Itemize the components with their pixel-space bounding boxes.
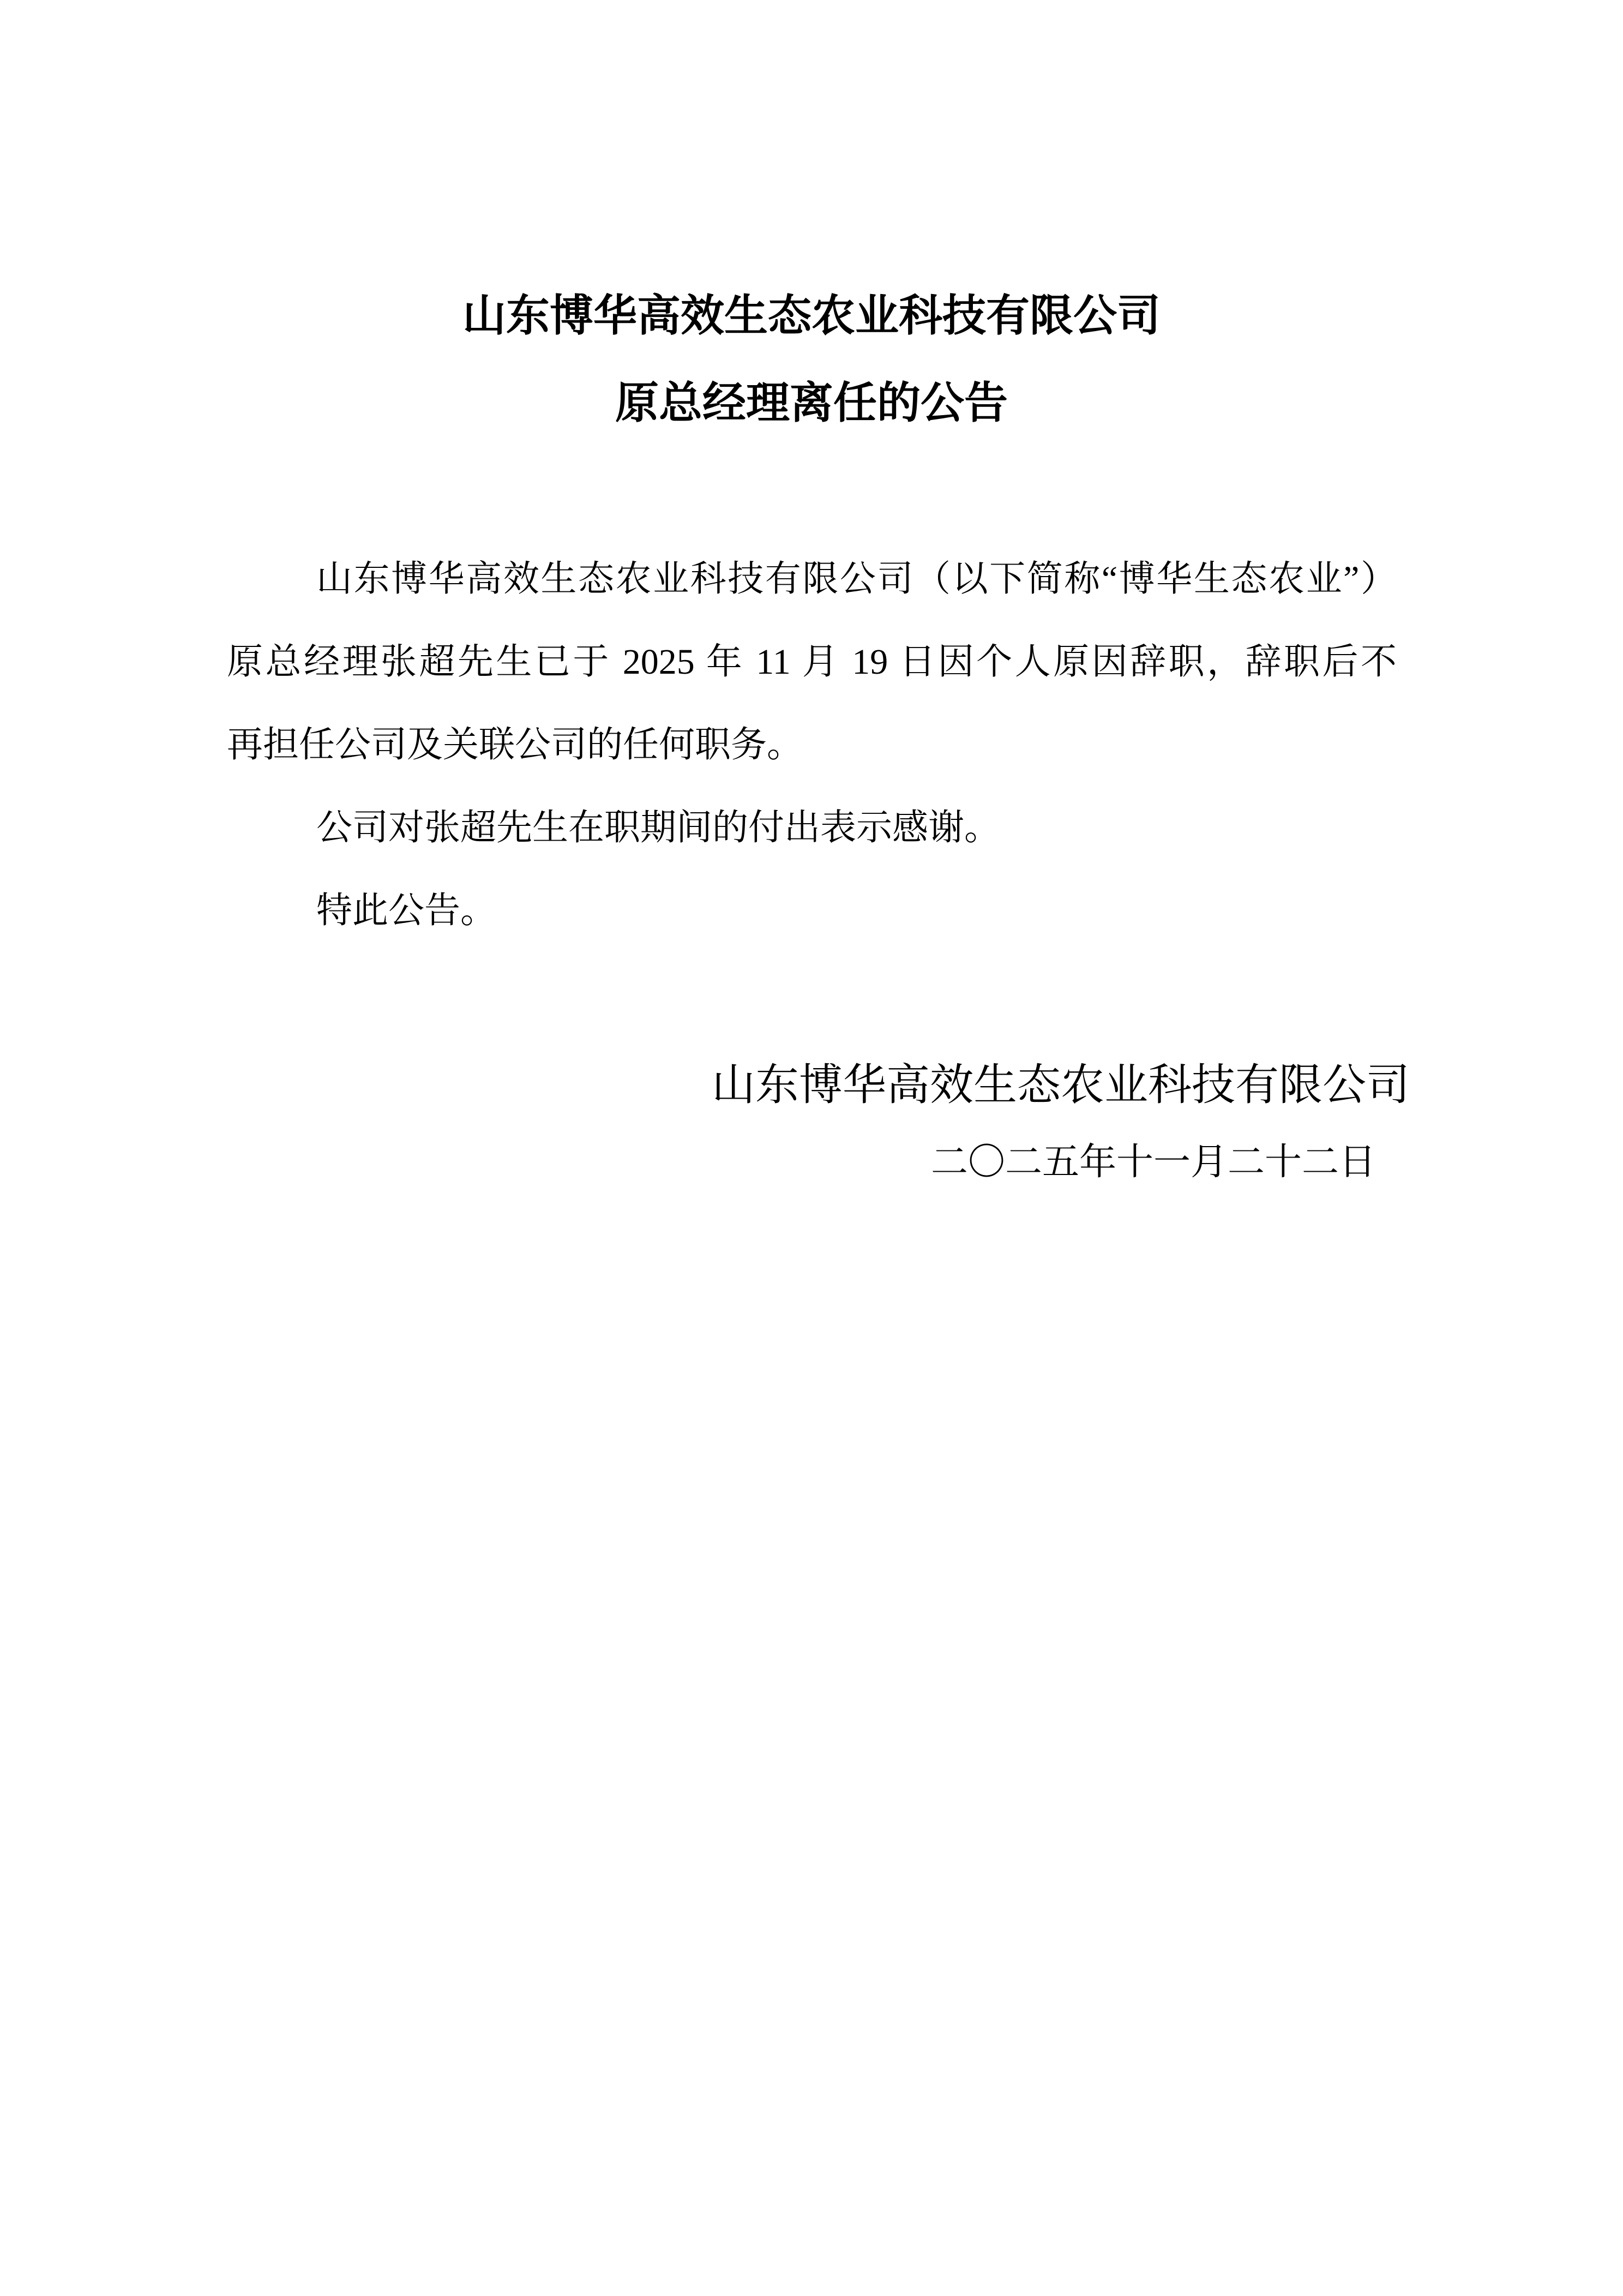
signature-date: 二〇二五年十一月二十二日 (930, 1141, 1376, 1183)
body-paragraph-3-line-1: 特此公告。 (316, 891, 496, 931)
signature-block (0, 1047, 1623, 1200)
signature-company-name: 山东博华高效生态农业科技有限公司 (712, 1062, 1410, 1110)
announcement-body (0, 538, 1623, 952)
title-announcement-subject: 原总经理离任的公告 (615, 380, 1008, 428)
body-paragraph-1-line-2: 原总经理张超先生已于 2025 年 11 月 19 日因个人原因辞职，辞职后不 (227, 642, 1397, 682)
body-paragraph-1-line-1: 山东博华高效生态农业科技有限公司（以下简称“博华生态农业”） (316, 559, 1397, 599)
body-paragraph-2-line-1: 公司对张超先生在职期间的付出表示感谢。 (316, 808, 1000, 848)
title-company-name: 山东博华高效生态农业科技有限公司 (462, 292, 1161, 340)
body-paragraph-1-line-3: 再担任公司及关联公司的任何职务。 (227, 725, 803, 765)
